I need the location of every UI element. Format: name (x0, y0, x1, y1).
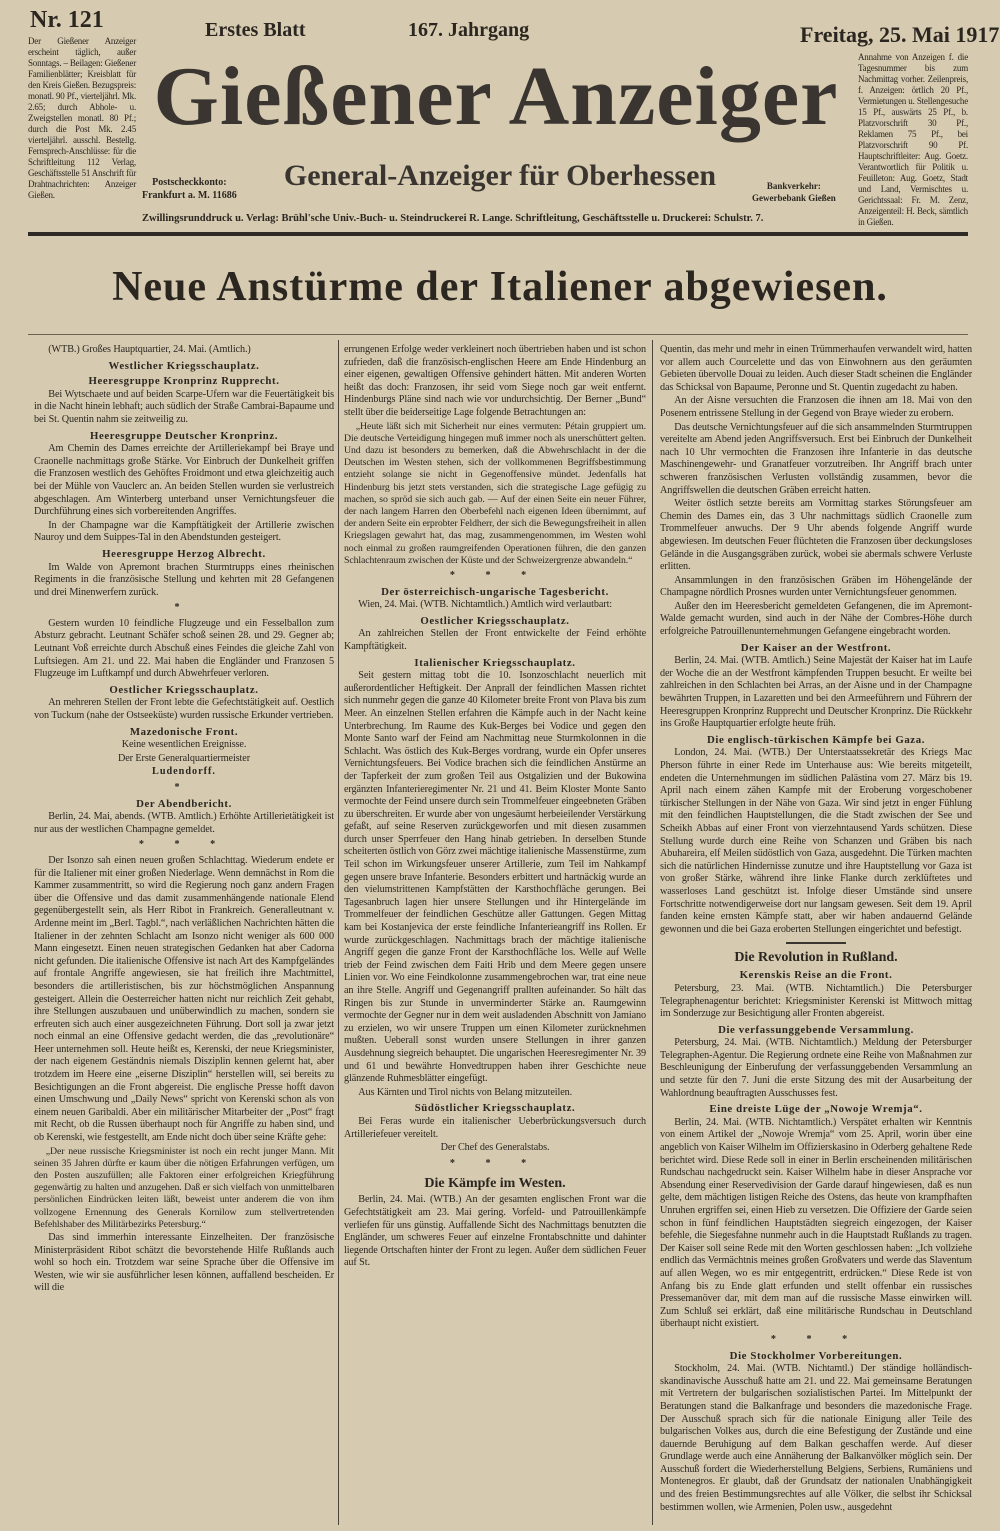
main-headline: Neue Anstürme der Italiener abgewiesen. (112, 264, 888, 310)
issue-date: Freitag, 25. Mai 1917 (800, 22, 1000, 47)
paragraph: London, 24. Mai. (WTB.) Der Unterstaatssekretär des Kriegs Mac Pherson führte in einer Rede im Unterhause aus: Wie bereits mitgeteilt, endeten die Unternehmungen im südlichen Palästina vom 27. März bis 19. April nach einem zähen Kampfe mit der Eroberung vorgeschobener türkischer Stellungen in der Nähe von Gaza. Wir sind jetzt in enger Fühlung mit den feindlichen Hauptstellungen, die die Stadt zwischen der See und Scheikh Abbas auf einer Front von vierzehntausend Yards schützen. Diese Stellung wurde durch eine Reihe von Schanzen und Gräben bis nach Abuhareira, elf Meilen südöstlich von Gaza, ausgedehnt. Die Türken machten sich die natürlichen Hindernisse zunutze und ihre Hauptstellung vor Gaza ist von großer Stärke, während ihre linke Flanke durch zerklüftetes und wasserloses Land geschützt ist. Infolge dieser Umstände sind unsere Fortschritte notwendigerweise dort nur langsam gewesen. Seit dem 19. April fanden keine ernsten Kämpfe statt, aber wir haben andauernd Gelände gewonnen und die bei Gaza eroberten Stellungen eingerichtet und befestigt. (660, 747, 972, 935)
newspaper-subtitle: General-Anzeiger für Oberhessen (283, 159, 717, 192)
paragraph: Berlin, 24. Mai. (WTB. Nichtamtlich.) Verspätet erhalten wir Kenntnis von einem Artikel der „Nowoje Wremja“ vom 25. April, worin über eine angeblich von Kaiser Wilhelm im Offizierskasino in Oderberg gehaltene Rede berichtet wird. Diese Rede soll in einer in Berlin erscheinenden militärischen Rundschau nachgedruckt sein. Kaiser Wilhelm habe in dieser Ansprache vor Absendung einer Reservedivision der Garde darauf hingewiesen, daß es nun gelte, dem mächtigen listigen Reiche des Ostens, das heute von krampfhaften Unruhen ergriffen sei, einen Hieb zu versetzen. Die Offiziere der Garde seien schon in fünf feindlichen Hauptstädten siegreich eingezogen, der Kaiser befehle, die Siegesfahne nunmehr auch in die Hauptstadt Rußlands zu tragen. Der Kaiser soll seine Rede mit den Worten geschlossen haben: „Ich vollziehe endlich das Vermächtnis meines großen Großvaters und werde das Slaventum auf allen Wegen, wo es mir entgegentritt, erdrücken.“ Diese Rede ist von Anfang bis zu Ende glatt erfunden und stellt offenbar ein russisches Pressemanöver dar, mit dem man auf die russische Masse einwirken will. Zum Schluß sei erklärt, daß eine militärische Rundschau in Deutschland überhaupt nicht existiert. (660, 1116, 972, 1330)
paragraph: Berlin, 24. Mai, abends. (WTB. Amtlich.) Erhöhte Artillerietätigkeit ist nur aus der westlichen Champagne gemeldet. (34, 811, 334, 835)
paragraph: Am Chemin des Dames erreichte der Artilleriekampf bei Braye und Craonelle nachmittags große Stärke. Vor Einbruch der Dunkelheit griffen die Franzosen westlich des Gehöftes Froidmont und etwa gleichzeitig auch bei der Mühle von Vauclerc an. An beiden Stellen wurden sie verlustreich abgeschlagen. Am Winterberg unterband unser Vernichtungsfeuer die Durchführung eines sich vorbereitenden Angriffes. (34, 443, 334, 518)
paragraph: Weiter östlich setzte bereits am Vormittag starkes Störungsfeuer am Chemin des Dames ein, das 3 Uhr nachmittags südlich Craonelle zum Trommelfeuer anwuchs. Der 9 Uhr abends folgende Angriff wurde abgewiesen. Im deutschen Feuer flüchteten die Franzosen über deckungsloses Gelände in die Ausgangsgräben zurück, wobei sie abermals schwere Verluste erlitten. (660, 498, 972, 573)
signature: Der Erste Generalquartiermeister (118, 752, 250, 764)
paragraph: Stockholm, 24. Mai. (WTB. Nichtamtl.) Der ständige holländisch-skandinavische Ausschuß hatte am 21. und 22. Mai gemeinsame Beratungen mit Vertretern der bulgarischen sozialistischen Partei. Im Mittelpunkt der Beratungen stand die Balkanfrage und besonders die mazedonische Frage. Der Ausschuß sprach sich für die nationale Einigung aller Teile des bulgarischen Volkes aus, durch die eine Befestigung der Zustände und eine dauernde Beruhigung auf dem Balkan geschaffen werde. Auf dieser Grundlage werde auch eine Annäherung der Balkanvölker möglich sein. Der Ausschuß fordert die Wiederherstellung Belgiens, Serbiens, Rumäniens und Montenegros. Er glaubt, daß der Grundsatz der nationalen Unabhängigkeit und des freien Bestimmungsrechtes auf alle Völker, die selbst ihr Schicksal bestimmen wollen, wie Armenien, Polen usw., ausgedehnt (660, 1363, 972, 1513)
paragraph: Im Walde von Apremont brachen Sturmtrupps eines rheinischen Regiments in die französische Stellung und kehrten mit 28 Gefangenen und drei Minenwerfern zurück. (34, 561, 334, 598)
paragraph: Petersburg, 23. Mai. (WTB. Nichtamtlich.) Die Petersburger Telegraphenagentur berichtet: Kriegsminister Kerenski ist Mittwoch mittag im Sonderzuge zur Besichtigung aller Fronten abgereist. (660, 982, 972, 1020)
paragraph: Wien, 24. Mai. (WTB. Nichtamtlich.) Amtlich wird verlautbart: (358, 599, 613, 611)
section-heading: Südöstlicher Kriegsschauplatz. (414, 1102, 576, 1115)
centered-text: Keine wesentlichen Ereignisse. (121, 739, 247, 751)
paragraph: An zahlreichen Stellen der Front entwickelte der Feind erhöhte Kampftätigkeit. (344, 628, 646, 652)
advertising-info: Annahme von Anzeigen f. die Tagesnummer bis zum Nachmittag vorher. Zeilenpreis, f. Anzeigen: örtlich 20 Pf., Vermietungen u. Stellengesuche 15 Pf., auswärts 25 Pf., b. Platzvorschrift 30 Pf., Reklamen 75 Pf., bei Platzvorschrift 90 Pf. Hauptschriftleiter: Aug. Goetz. Verantwortlich für Politik u. Feuilleton: Aug. Goetz, Stadt und Land, Vermischtes u. Gerichtssaal: Fr. M. Zenz, Anzeigenteil: H. Beck, sämtlich in Gießen. (858, 52, 968, 227)
publisher-line: Zwillingsrunddruck u. Verlag: Brühl'sche Univ.-Buch- u. Steindruckerei R. Lange. Schriftleitung, Geschäftsstelle u. Druckerei: Schulstr. 7. (142, 213, 764, 224)
column-3 (660, 344, 972, 1515)
separator-stars: * (174, 602, 194, 614)
postscheck-account (142, 176, 237, 202)
paragraph: Berlin, 24. Mai. (WTB.) An der gesamten englischen Front war die Gefechtstätigkeit am 23. Mai gering. Vorfeld- und Patrouillenkämpfe verliefen für uns günstig. Auffallende Sicht des Nachmittags benutzten die Engländer, um schweres Feuer auf einzelne Frontabschnitte und dahinter liegende Ortschaften hinter der Front zu legen. Außer dem südlichen Feuer auf St. (344, 1194, 646, 1269)
section-heading: Eine dreiste Lüge der „Nowoje Wremja“. (709, 1103, 923, 1116)
section-heading: Mazedonische Front. (129, 725, 239, 738)
paragraph: Quentin, das mehr und mehr in einen Trümmerhaufen verwandelt wird, hatten vor allem auch Courcelette und das von Einwohnern aus den geräumten Gebieten übervolle Douai zu leiden. Auch dieser Stadt scheinen die Engländer das Schicksal von Bapaume, Peronne und St. Quentin zugedacht zu haben. (660, 344, 972, 393)
paragraph: Das deutsche Vernichtungsfeuer auf die sich ansammelnden Sturmtruppen vereitelte am Abend jeden Angriffsversuch. Erst bei Einbruch der Dunkelheit nach 10 Uhr vermochten die Franzosen ihre Infanterie in das deutsche Maschinengewehr- und Granatfeuer vorzutreiben. Ihr Angriff brach unter schweren französischen Verlusten vollständig zusammen, bevor die Angriffswellen die deutschen Gräben erreicht hatten. (660, 421, 972, 496)
section-heading: Italienischer Kriegsschauplatz. (414, 656, 576, 669)
volume-year: 167. Jahrgang (408, 19, 530, 41)
article-heading: Die Kämpfe im Westen. (424, 1176, 566, 1192)
section-heading: Oestlicher Kriegsschauplatz. (109, 683, 259, 696)
separator-stars: * * * (770, 1333, 862, 1345)
quotation: „Heute läßt sich mit Sicherheit nur eines vermuten: Pétain gruppiert um. Die deutsche Verteidigung hingegen muß immer noch als unerschüttert gelten. Und dazu ist besonders zu bemerken, daß die Abwehrschlacht in der die Deutschen im Westen stehen, sich der vollkommenen Begriffsbestimmung entzieht solange sie nicht in Gegenoffensive mündet. Jedenfalls hat Hindenburg bis jetzt stets verstanden, sich die strategische Lage gefügig zu machen, so spröd sie sich auch gab. — Auf der einen Seite ein neuer Führer, der nach langem Harren den Oberbefehl nach eigenen Ideen übernimmt, auf der andern Seite ein erprobter Feldherr, der sich die Bewegungsfreiheit in allen Kriegslagen gewahrt hat, das mag, zusammengenommen, im Westen wohl noch einmal zu großen raumgreifenden Operationen führen, die den ganzen Schlachtenraum zwischen der Küste und der Schweizergrenze abwandeln.“ (344, 420, 646, 566)
paragraph: An der Aisne versuchten die Franzosen die ihnen am 18. Mai von den Posenern entrissene Stellung in der Gegend von Braye wieder zu erobern. (660, 395, 972, 419)
paragraph: Außer den im Heeresbericht gemeldeten Gefangenen, die im Apremont-Walde gemacht wurden, sind auch in der Nähe der Combres-Höhe durch erfolgreiche Patrouillenunternehmungen Gefangene eingebracht worden. (660, 600, 972, 638)
section-heading: Der Abendbericht. (136, 797, 232, 810)
paragraph: Das sind immerhin interessante Einzelheiten. Der französische Ministerpräsident Ribot schätzt die bevorstehende Hilfe Rußlands auch wohl so hoch ein. Trotzdem war seine Sprache über die Offensive im Westen, wie wir sie ausführlicher lesen können, auffallend bescheiden. Er will die (34, 1232, 334, 1294)
section-heading: Der österreichisch-ungarische Tagesbericht. (381, 585, 609, 598)
section-heading: Der Kaiser an der Westfront. (740, 641, 892, 654)
article-heading: Die Revolution in Rußland. (734, 950, 898, 966)
section-heading: Heeresgruppe Herzog Albrecht. (102, 547, 266, 560)
masthead-rule (28, 232, 968, 236)
section-heading: Heeresgruppe Kronprinz Rupprecht. (88, 375, 280, 388)
separator-stars: * * * (449, 1157, 541, 1169)
postscheck-label: Postscheckkonto: (152, 177, 227, 188)
bank-info (752, 180, 836, 204)
section-heading: Die englisch-türkischen Kämpfe bei Gaza. (706, 733, 926, 746)
bank-label: Bankverkehr: (766, 181, 821, 191)
column-2 (344, 344, 646, 1271)
section-heading: Westlicher Kriegsschauplatz. (108, 359, 260, 372)
newspaper-title: Gießener Anzeiger (153, 50, 839, 143)
bank-value: Gewerbebank Gießen (752, 193, 836, 203)
paragraph: An mehreren Stellen der Front lebte die Gefechtstätigkeit auf. Oestlich von Tuckum (nahe der Ostseeküste) wurden russische Erkunder vertrieben. (34, 697, 334, 722)
paragraph: (WTB.) Großes Hauptquartier, 24. Mai. (Amtlich.) (48, 344, 251, 355)
section-heading: Heeresgruppe Deutscher Kronprinz. (89, 429, 279, 442)
paragraph: Ansammlungen in den französischen Gräben im Höhengelände der Champagne nördlich Prosnes wurden unter Vernichtungsfeuer genommen. (660, 574, 972, 599)
quotation: „Der neue russische Kriegsminister ist noch ein recht junger Mann. Mit seinen 35 Jahren dürfte er kaum über die nötigen Erfahrungen verfügen, um den Posten auszufüllen; alle Faktoren einer erfolgreichen Kriegführung gegenwärtig zu halten und anzugehen. Daß er sich vielfach von unmittelbaren persönlichen Eindrücken leiten läßt, beweist unter anderem die von ihm vollzogene Ernennung des Generals Kornilow zum stellvertretenden Befehlshaber des Militärbezirks Petersburg.“ (34, 1145, 334, 1230)
issue-number: Nr. 121 (30, 7, 104, 33)
column-1 (34, 344, 334, 1296)
sheet-label: Erstes Blatt (205, 19, 306, 41)
paragraph: errungenen Erfolge weder verkleinert noch übertrieben haben und ist schon zufrieden, daß die französisch-englischen Heere am Ende Hindenburg an einer eigenen, gewaltigen Offensive gehindert hätten. Mit anderen Worten heißt das doch: Franzosen, ihr seid vom Siege noch gar weit entfernt. Hindenburgs Pläne sind nach wie vor undurchsichtig. Der Berner „Bund“ stellt über die beiderseitige Lage folgende Betrachtungen an: (344, 344, 646, 418)
signature-name: Ludendorff. (152, 766, 216, 778)
paragraph: Bei Wytschaete und auf beiden Scarpe-Ufern war die Feuertätigkeit bis in die Nacht hinein lebhaft; auch südlich der Straße Cambrai-Bapaume und bei St. Quentin nahm sie zeitweilig zu. (34, 388, 334, 425)
paragraph: Berlin, 24. Mai. (WTB. Amtlich.) Seine Majestät der Kaiser hat im Laufe der Woche die an der Westfront kämpfenden Truppen besucht. Er weilte bei zahlreichen in den Schlachten bei Arras, an der Aisne und in der Champagne bewährten Truppen, in Lazaretten und bei den Armeeführern und Führern der Heeresgruppen Kronprinz Rupprecht und Deutscher Kronprinz. Die Rückkehr ins Große Hauptquartier erfolgte heute früh. (660, 655, 973, 730)
paragraph: Gestern wurden 10 feindliche Flugzeuge und ein Fesselballon zum Absturz gebracht. Leutnant Schäfer schoß seinen 28. und 29. Gegner ab; Leutnant Voß erreichte durch Abschuß eines Feindes die gleiche Zahl von Luftsiegen. Am 21. und 22. Mai haben die Engländer und Franzosen 5 Flugzeuge im Luftkampf und durch Abwehrfeuer verloren. (34, 617, 334, 680)
paragraph: Seit gestern mittag tobt die 10. Isonzoschlacht neuerlich mit außerordentlicher Heftigkeit. Der Anprall der feindlichen Massen richtet sich nunmehr gegen die ganze 40 Kilometer breite Front von Plava bis zum Meer. An einzelnen Stellen erfahren die Kämpfe auch in der Nacht keine Unterbrechung. Im Raume des Kuk-Berges bei Vodice und gegen den Monte Santo warf der Feind am Nachmittag neue Sturmkolonnen in die Schlacht. Was östlich des Kuk-Berges vordrang, wurde ein Opfer unseres Vernichtungsfeuers. Bei Vodice brachen sich die feindlichen Anstürme an der Tapferkeit der zum großen Teil aus Ostgalizien und der Bukowina ergänzten Infanterieregimenter Nr. 21 und 41. Beim Kloster Monte Santo vermochte der Feind unsere durch sein Trommelfeuer eingeebneten Gräben zu überschreiten. Er wurde aber von ungesäumt herbeieilender Verstärkung gefaßt, auf seine Reserven zurückgeworfen und mit diesen zusammen durch unser Sperrfeuer den Hang hinab getrieben. In derselben Stunde scheiterten östlich von Görz zwei mächtige italienische Massenstürme, zum Teil schon im Wirkungsfeuer unserer Artillerie, zum Teil im Nahkampf gegen unsere brave Infanterie. Besonders erbittert und hartnäckig wurde an den vielumstrittenen Kampfstätten der Karsthochfläche gerungen. Bei Tagesanbruch lagen hier unsere Stellungen und ihr Hintergelände im Trommelfeuer der feindlichen Geschütze aller Gattungen. Gegen Mittag kam bei Kostanjevica der erste feindliche Infanterieangriff ins Rollen. Er wurde zurückgeschlagen. Nachmittags brach der mächtige italienische Angriff gegen die ganze Front der Karsthochfläche los. Welle auf Welle trieb der Feind zwischen dem Faiti Hrib und dem Meere gegen unsere Linien vor. Wo eine Feindkolonne zusammengebrochen war, trat eine neue an ihre Stelle. Angriff und Gegenangriff prallten aufeinander. So hält das Ringen bis zur Stunde in unverminderter Stärke an. Raumgewinn vermochte der Gegner nur in dem weit ausladenden Abschnitt von Jamiano zu erzielen, wo wir unsere Truppen um einen Kilometer zurücknehmen mußten. Ueberall sonst wurden unsere Stellungen in ihrer ganzen Ausdehnung siegreich behauptet. Die ungarischen Heeresregimenter Nr. 39 und 61 und bewährte Honvedtruppen haben ihrer Geschichte neue glänzende Ruhmesblätter eingefügt. (344, 670, 646, 1085)
section-heading: Die verfassunggebende Versammlung. (718, 1023, 914, 1036)
separator-stars: * * * (449, 570, 541, 581)
section-heading: Oestlicher Kriegsschauplatz. (420, 614, 570, 627)
postscheck-value: Frankfurt a. M. 11686 (142, 190, 237, 201)
paragraph: Der Isonzo sah einen neuen großen Schlachttag. Wiederum endete er für die Italiener mit einer großen Niederlage. Wenn demnächst in Rom die Kammer zusammentritt, so wird die Regierung noch ganz andern Fragen über die Offensive und das damit zusammenhängende nationale Elend gegenübergestellt sein, als Herr Ribot in Frankreich. Generalleutnant v. Ardenne meint im „Berl. Tagbl.“, nach verläßlichen Nachrichten hätten die Italiener in der zehnten Schlacht am Isonzo nicht weniger als 600 000 Mann eingesetzt. Einen neuen strategischen Gedanken hat aber Cadorna nicht gefunden. Die italienische Offensive ist nach Art des Kampfgeländes auf frontale Angriffe angewiesen, sie hat freilich ihre Machtmittel, besonders die artilleristischen, bis zur höchstmöglichen Anspannung gesteigert. Allein die Oesterreicher hatten nicht nur reichlich Zeit gehabt, ihre Stellungen auszubauen und unüberwindlich zu machen, sondern sie erfreuten sich auch einer ausgezeichneten Führung. Dort soll ja zwar jetzt noch einmal an eine Offensive gedacht werden, die das „revolutionäre“ Heer unternehmen soll. Heute heißt es, Kerenski, der neue Kriegsminister, der nach eigenem Geständnis niemals Disziplin kennen gelernt hat, aber trotzdem im Heere eine „eiserne Disziplin“ herstellen will, sei bereits zu Besichtigungen an die Front abgereist. Die englische Presse hofft davon einen Umschwung und „Daily News“ spricht von Kerenski schon als von einem neuen Garibaldi. Aber ein militärischer Mitarbeiter der „Post“ fragt mit Recht, ob die Russen überhaupt noch für Angriffe zu haben sind, und ob Kerenski, wie festgestellt, am Ende nicht doch über seine Kräfte gehe: (34, 854, 334, 1144)
column-divider (338, 340, 339, 1525)
separator-rule (786, 942, 846, 944)
separator-stars: * (174, 782, 194, 793)
signature: Der Chef des Generalstabs. (440, 1142, 550, 1154)
headline-rule (28, 334, 968, 335)
separator-stars: * * * (138, 839, 230, 851)
paragraph: Aus Kärnten und Tirol nichts von Belang mitzuteilen. (358, 1086, 573, 1098)
paragraph: Bei Feras wurde ein italienischer Ueberbrückungsversuch durch Artilleriefeuer vereitelt. (344, 1115, 646, 1140)
subscription-info: Der Gießener Anzeiger erscheint täglich, außer Sonntags. – Beilagen: Gießener Familienblätter; Kreisblatt für den Kreis Gießen. Bezugspreis: monatl. 90 Pf., vierteljährl. Mk. 2.65; durch Abhole- u. Zweigstellen monatl. 80 Pf.; durch die Post Mk. 2.45 vierteljährl. ausschl. Bestellg. Fernsprech-Anschlüsse: für die Schriftleitung 112 Verlag, Geschäftsstelle 51 Anschrift für Drahtnachrichten: Anzeiger Gießen. (28, 36, 136, 200)
paragraph: In der Champagne war die Kampftätigkeit der Artillerie zwischen Nauroy und dem Suippes-Tal in den Abendstunden gesteigert. (34, 519, 334, 544)
section-heading: Kerenskis Reise an die Front. (739, 969, 893, 982)
paragraph: Petersburg, 24. Mai. (WTB. Nichtamtlich.) Meldung der Petersburger Telegraphen-Agentur. Die Regierung ordnete eine Reihe von Maßnahmen zur Beschleunigung der Einberufung der verfassunggebenden Versammlung an und setzte für den 7. Juni die erste Sitzung des mit der Ausarbeitung der Wahlordnung beauftragten Ausschusses fest. (660, 1037, 972, 1099)
column-divider (652, 340, 653, 1525)
section-heading: Die Stockholmer Vorbereitungen. (729, 1349, 903, 1362)
